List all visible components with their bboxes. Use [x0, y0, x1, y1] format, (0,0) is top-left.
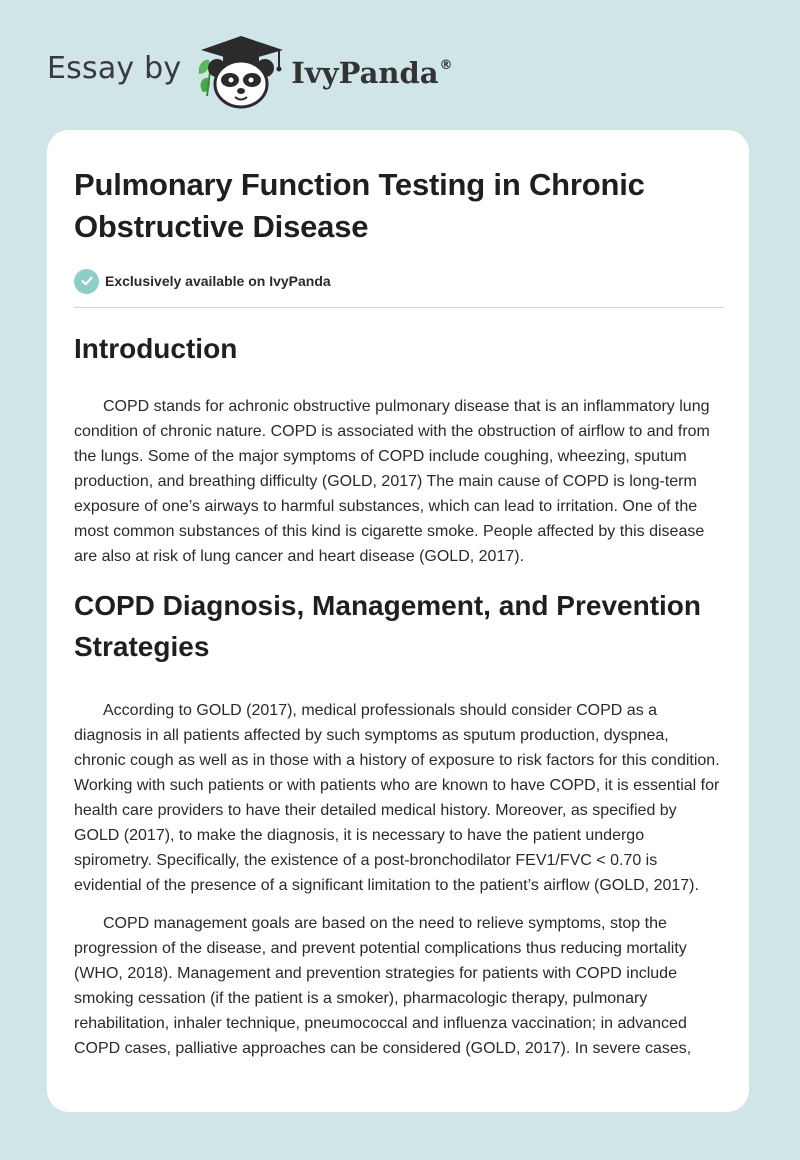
article-title: Pulmonary Function Testing in Chronic Obstructive Disease — [74, 167, 645, 244]
article-content — [74, 164, 724, 1061]
panda-graduation-cap-icon[interactable] — [195, 34, 287, 110]
check-icon — [74, 269, 99, 294]
badge-text: Exclusively available on IvyPanda — [105, 273, 331, 289]
exclusive-badge — [74, 268, 724, 294]
section-heading-copd-strategies: COPD Diagnosis, Management, and Prevention Strategies — [74, 590, 702, 662]
divider — [74, 307, 724, 308]
registered-mark: ® — [439, 58, 453, 73]
section-heading-introduction: Introduction — [74, 333, 238, 364]
brand-name[interactable]: IvyPanda® — [291, 56, 453, 90]
site-header — [47, 34, 547, 110]
paragraph: COPD management goals are based on the need to relieve symptoms, stop the progression of the disease, and prevent potential complications thus reducing mortality (WHO, 2018). Management and prevention strategies for patients with COPD include smoking cessation (if the patient is a smoker), pharmacologic therapy, pulmonary rehabilitation, inhaler technique, pneumococcal and influenza vaccination; in advanced COPD cases, palliative approaches can be considered (GOLD, 2017). In severe cases, — [74, 915, 692, 1057]
essay-by-label: Essay by — [47, 50, 182, 86]
paragraph: COPD stands for achronic obstructive pulmonary disease that is an inflammatory lung condition of chronic nature. COPD is associated with the obstruction of airflow to and from the lungs. Some of the major symptoms of COPD include coughing, wheezing, sputum production, and breathing difficulty (GOLD, 2017) The main cause of COPD is long-term exposure of one’s airways to harmful substances, which can lead to irritation. One of the most common substances of this kind is cigarette smoke. People affected by this disease are also at risk of lung cancer and heart disease (GOLD, 2017). — [74, 398, 710, 565]
paragraph: According to GOLD (2017), medical professionals should consider COPD as a diagnosis in all patients affected by such symptoms as sputum production, dyspnea, chronic cough as well as in those with a history of exposure to risk factors for this condition. Working with such patients or with patients who are known to have COPD, it is essential for health care providers to have their detailed medical history. Moreover, as specified by GOLD (2017), to make the diagnosis, it is necessary to have the patient undergo spirometry. Specifically, the existence of a post-bronchodilator FEV1/FVC < 0.70 is evidential of the presence of a significant limitation to the patient’s airflow (GOLD, 2017). — [74, 702, 720, 894]
article-card — [47, 130, 749, 1112]
